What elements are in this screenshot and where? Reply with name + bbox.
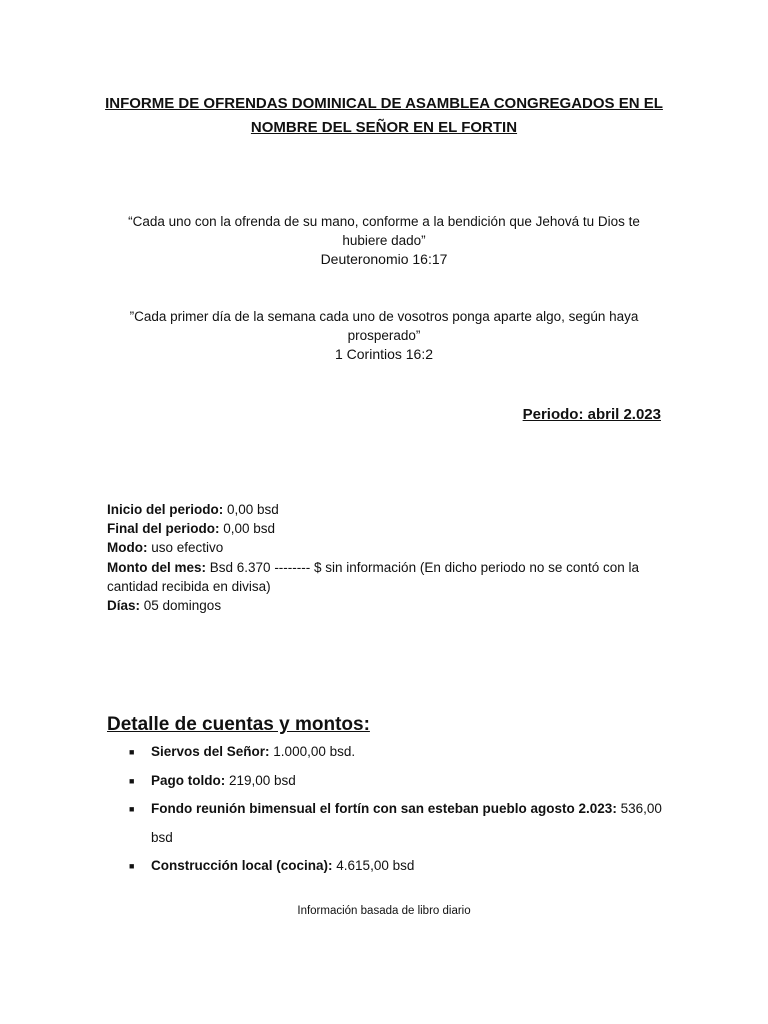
account-label: Fondo reunión bimensual el fortín con san esteban pueblo agosto 2.023: xyxy=(151,801,617,816)
account-value: 4.615,00 bsd xyxy=(332,858,415,873)
quote-reference: 1 Corintios 16:2 xyxy=(334,346,434,362)
list-item xyxy=(107,852,667,881)
title-line-2: NOMBRE DEL SEÑOR EN EL FORTIN xyxy=(250,119,518,136)
list-item xyxy=(107,767,667,796)
info-monthly-value: Bsd 6.370 -------- $ sin información (En dicho periodo no se contó con la cantidad recibida en divisa) xyxy=(107,559,639,594)
document-title xyxy=(80,92,688,140)
info-start xyxy=(107,500,667,519)
info-days xyxy=(107,596,667,615)
info-monthly xyxy=(107,558,667,596)
account-label: Pago toldo: xyxy=(151,772,226,788)
quote-text: ”Cada primer día de la semana cada uno de vosotros ponga aparte algo, según haya prosperado” xyxy=(129,309,639,343)
quote-corinthians xyxy=(110,307,658,364)
info-start-label: Inicio del periodo: xyxy=(107,502,224,517)
info-mode-value: uso efectivo xyxy=(147,540,224,556)
info-end xyxy=(107,519,667,538)
account-label: Siervos del Señor: xyxy=(151,744,270,759)
footer-note: Información basada de libro diario xyxy=(297,905,471,917)
info-mode xyxy=(107,538,667,557)
info-end-label: Final del periodo: xyxy=(107,521,220,537)
section-title: Detalle de cuentas y montos: xyxy=(107,714,370,735)
info-mode-label: Modo: xyxy=(107,540,148,556)
accounts-list xyxy=(107,738,667,881)
list-item xyxy=(107,795,667,852)
square-bullet-icon: ■ xyxy=(129,861,135,871)
period-info xyxy=(107,500,667,615)
quote-text: “Cada uno con la ofrenda de su mano, conforme a la bendición que Jehová tu Dios te hubiere dado” xyxy=(128,214,640,248)
list-item xyxy=(107,738,667,767)
square-bullet-icon: ■ xyxy=(129,775,135,786)
title-line-1: INFORME DE OFRENDAS DOMINICAL DE ASAMBLEA CONGREGADOS EN EL xyxy=(105,95,663,112)
account-value: 219,00 bsd xyxy=(225,772,296,788)
info-days-value: 05 domingos xyxy=(140,598,222,614)
info-start-value: 0,00 bsd xyxy=(223,502,279,517)
info-days-label: Días: xyxy=(107,598,141,614)
quote-reference: Deuteronomio 16:17 xyxy=(320,251,448,267)
account-value: 1.000,00 bsd. xyxy=(269,744,356,759)
account-value: 536,00 bsd xyxy=(151,801,662,845)
info-monthly-label: Monto del mes: xyxy=(107,559,207,575)
square-bullet-icon: ■ xyxy=(129,747,135,757)
quote-deuteronomy xyxy=(110,212,658,269)
info-end-value: 0,00 bsd xyxy=(219,521,276,537)
account-label: Construcción local (cocina): xyxy=(151,858,333,873)
square-bullet-icon: ■ xyxy=(129,804,135,814)
period-heading: Periodo: abril 2.023 xyxy=(522,406,661,423)
